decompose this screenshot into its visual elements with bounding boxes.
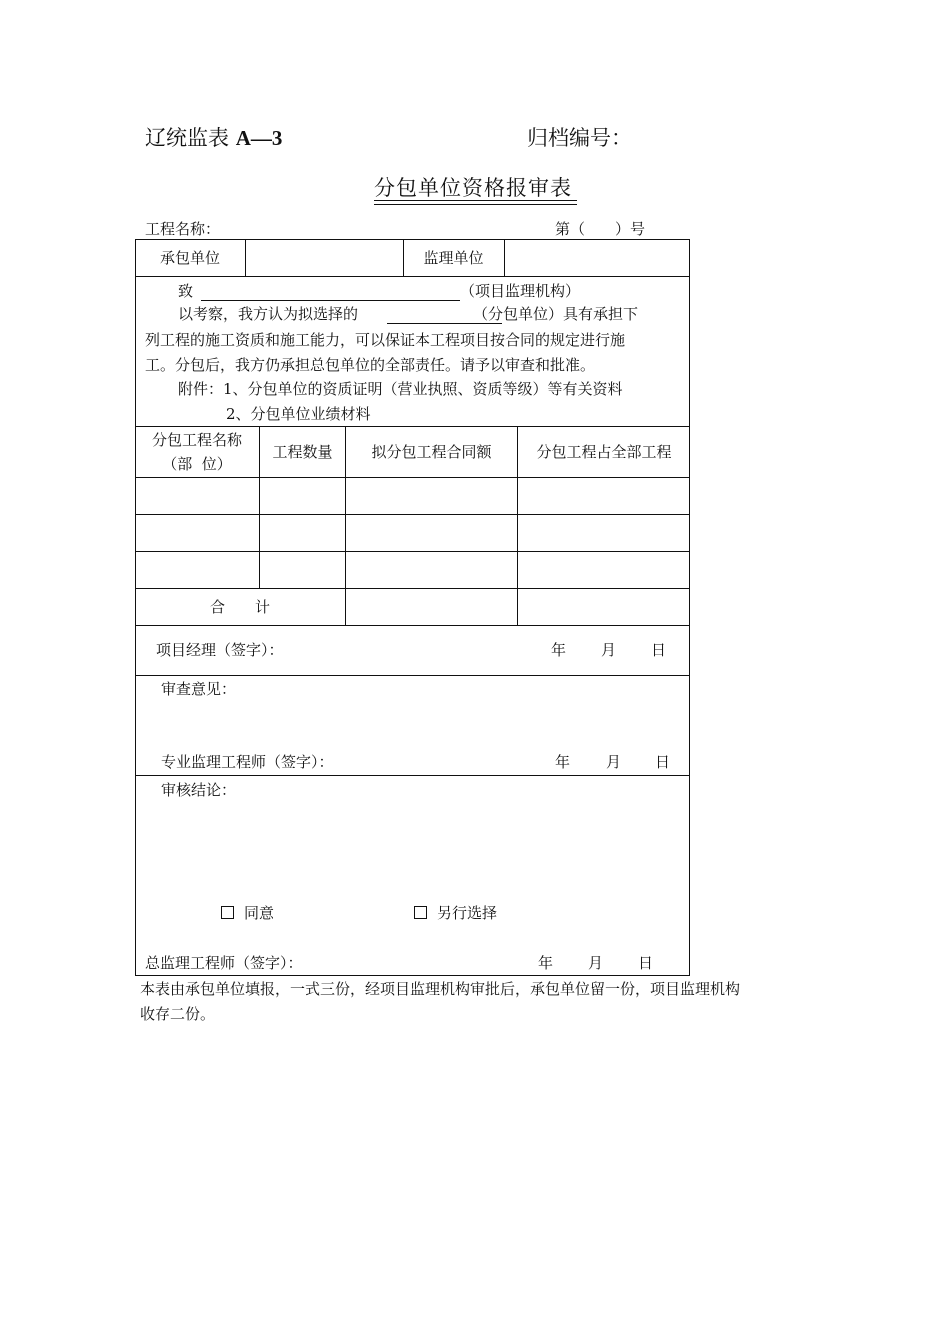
body-line3: 工。分包后，我方仍承担总包单位的全部责任。请予以审查和批准。 [145, 356, 596, 374]
title-underline [374, 200, 577, 201]
agree-checkbox[interactable] [221, 906, 234, 919]
attachment-1: 附件：1、分包单位的资质证明（营业执照、资质等级）等有关资料 [178, 380, 623, 398]
pm-date-year: 年 [551, 641, 567, 659]
engineer-date-month: 月 [606, 753, 622, 771]
chief-date-month: 月 [588, 954, 604, 972]
form-code-prefix: 辽统监表 [145, 126, 236, 150]
option-agree-label: 同意 [244, 904, 275, 922]
col-header-contract-amount: 拟分包工程合同额 [371, 443, 492, 461]
row-3-quantity-field[interactable] [260, 552, 345, 588]
footer-note-line2: 收存二份。 [140, 1005, 216, 1023]
conclusion-label: 审核结论： [161, 781, 237, 799]
chief-sign-label: 总监理工程师（签字）： [145, 954, 303, 972]
pm-date-month: 月 [601, 641, 617, 659]
footer-note-line1: 本表由承包单位填报，一式三份，经项目监理机构审批后，承包单位留一份，项目监理机构 [140, 980, 741, 998]
form-code [145, 122, 282, 152]
row-1-amount-field[interactable] [346, 478, 517, 514]
form-code-number: A—3 [235, 126, 283, 150]
col-header-name [135, 427, 259, 477]
row-2-quantity-field[interactable] [260, 515, 345, 551]
total-label: 合 计 [209, 598, 270, 616]
divider [135, 775, 690, 776]
review-opinion-label: 审查意见： [161, 680, 237, 698]
chief-date-year: 年 [538, 954, 554, 972]
row-3-percent-field[interactable] [518, 552, 690, 588]
to-blank[interactable] [201, 300, 460, 301]
chief-date-day: 日 [638, 954, 654, 972]
row-1-percent-field[interactable] [518, 478, 690, 514]
divider [135, 675, 690, 676]
to-suffix: （项目监理机构） [460, 282, 581, 300]
title-underline-secondary [374, 204, 577, 205]
engineer-date-year: 年 [555, 753, 571, 771]
project-name-label: 工程名称： [145, 220, 221, 238]
body-line2: 列工程的施工资质和施工能力，可以保证本工程项目按合同的规定进行施 [145, 331, 626, 349]
page-title: 分包单位资格报审表 [374, 176, 572, 200]
supervisor-label: 监理单位 [423, 248, 484, 267]
col-header-name-line1: 分包工程名称 [151, 431, 242, 449]
col-header-name-line2: （部 位） [162, 455, 232, 473]
row-2-name-field[interactable] [135, 515, 259, 551]
row-3-amount-field[interactable] [346, 552, 517, 588]
divider [135, 276, 690, 277]
option-agree[interactable] [221, 903, 274, 923]
contractor-field[interactable] [246, 239, 403, 276]
engineer-date-day: 日 [655, 753, 671, 771]
option-other-label: 另行选择 [437, 904, 498, 922]
attachment-2: 2、分包单位业绩材料 [226, 405, 371, 423]
row-2-amount-field[interactable] [346, 515, 517, 551]
contractor-label: 承包单位 [159, 248, 220, 267]
col-header-quantity: 工程数量 [272, 443, 333, 461]
supervisor-field[interactable] [505, 239, 690, 276]
other-checkbox[interactable] [414, 906, 427, 919]
serial-number-label: 第（ ）号 [555, 220, 646, 238]
row-1-name-field[interactable] [135, 478, 259, 514]
divider [135, 625, 690, 626]
col-header-percent: 分包工程占全部工程 [536, 443, 672, 461]
body-line1-prefix: 以考察，我方认为拟选择的 [178, 305, 359, 323]
option-other[interactable] [414, 903, 497, 923]
pm-sign-label: 项目经理（签字）： [156, 641, 284, 659]
row-1-quantity-field[interactable] [260, 478, 345, 514]
body-line1-suffix: （分包单位）具有承担下 [473, 305, 639, 323]
to-prefix: 致 [178, 282, 194, 300]
row-3-name-field[interactable] [135, 552, 259, 588]
row-2-percent-field[interactable] [518, 515, 690, 551]
archive-number-label: 归档编号： [527, 126, 632, 150]
pm-date-day: 日 [651, 641, 667, 659]
engineer-sign-label: 专业监理工程师（签字）： [161, 753, 334, 771]
